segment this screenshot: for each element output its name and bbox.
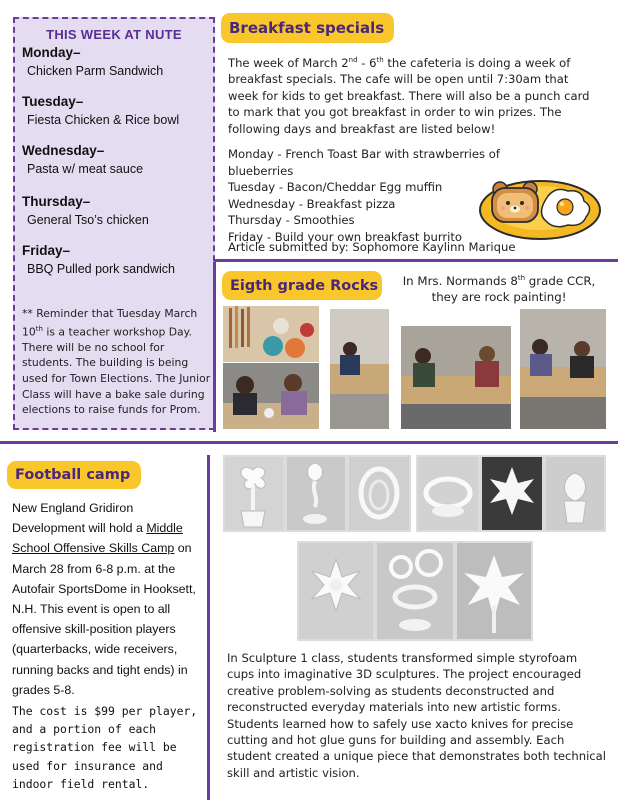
divider-vertical-top — [213, 262, 216, 432]
menu-day-wednesday: Wednesday– Pasta w/ meat sauce — [22, 143, 144, 176]
menu-day-monday: Monday– Chicken Parm Sandwich — [22, 45, 164, 78]
list-item: Thursday - Smoothies — [228, 213, 355, 227]
photo-students-painting — [223, 363, 319, 429]
photo-panel-sculptures-3 — [297, 541, 533, 641]
workshop-reminder: ** Reminder that Tuesday March 10th is a teacher workshop Day. There will be no school for students. The building is being used for Town Elections. The Junior Class will have a bake sale during elections to raise funds for Prom. — [22, 307, 211, 417]
menu-day-tuesday: Tuesday– Fiesta Chicken & Rice bowl — [22, 94, 180, 127]
divider-middle — [0, 441, 618, 444]
breakfast-heading: Breakfast specials — [221, 13, 394, 43]
eighth-grade-heading: Eigth grade Rocks — [222, 271, 382, 300]
day-name: Tuesday — [22, 94, 76, 109]
list-item: Wednesday - Breakfast pizza — [228, 196, 396, 211]
list-item: Friday - Build your own breakfast burrito — [228, 229, 463, 244]
day-name: Monday — [22, 45, 74, 60]
photo-panel-sculptures-1 — [223, 455, 411, 532]
football-heading: Football camp — [7, 461, 141, 489]
football-article: New England Gridiron Development will hold a Middle School Offensive Skills Camp on March 28 from 6-8 p.m. at the Autofair SportsDome in Hooksett, N.H. This event is open to all offensive skill-position players (quarterbacks, wide receivers, running backs and tight ends) in grades 5-8. — [12, 501, 196, 697]
day-name: Wednesday — [22, 143, 97, 158]
divider-breakfast-eighth — [214, 259, 618, 262]
sculpture-images — [416, 455, 606, 532]
photo-students-table — [520, 309, 606, 429]
day-meal: Fiesta Chicken & Rice bowl — [27, 113, 180, 127]
photo-classroom-table — [330, 309, 389, 429]
eighth-grade-caption: In Mrs. Normands 8th grade CCR, they are rock painting! — [402, 273, 596, 305]
list-item: Monday - French Toast Bar with strawberries of blueberries — [228, 147, 500, 178]
day-meal: Chicken Parm Sandwich — [27, 64, 164, 78]
day-name: Thursday — [22, 194, 83, 209]
football-cost: The cost is $99 per player, and a portion of each registration fee will be used for insurance and indoor field rental. — [12, 704, 198, 791]
day-meal: General Tso’s chicken — [27, 213, 149, 227]
week-title: THIS WEEK AT NUTE — [46, 27, 182, 42]
breakfast-plate-illustration — [478, 172, 603, 242]
photo-paint-supplies — [223, 306, 319, 362]
week-menu-box — [13, 17, 215, 430]
photo-group-painting — [401, 326, 511, 429]
sculpture-images — [223, 455, 411, 532]
day-name: Friday — [22, 243, 63, 258]
divider-vertical-bottom — [207, 455, 210, 800]
sculpture-article: In Sculpture 1 class, students transformed simple styrofoam cups into imaginative 3D sculptures. The project encouraged creative problem-solving as students deconstructed and reconstructed everyday materials into new artistic forms. Students learned how to safely use xacto knives for precise cutting and hot glue guns for building and assembly. Each student created a unique piece that demonstrates both technical skill and artistic vision. — [227, 651, 607, 780]
day-meal: Pasta w/ meat sauce — [27, 162, 144, 176]
menu-day-thursday: Thursday– General Tso’s chicken — [22, 194, 149, 227]
day-meal: BBQ Pulled pork sandwich — [27, 262, 175, 276]
breakfast-article: The week of March 2nd - 6th the cafeteria is doing a week of breakfast specials. The cafe will be open until 7:30am that week for kids to get breakfast. There will also be a punch card to mark that you got breakfast in order to win prizes. The following days and breakfast are listed below! — [228, 55, 590, 136]
sculpture-images — [297, 541, 533, 641]
list-item: Tuesday - Bacon/Cheddar Egg muffin — [228, 180, 443, 194]
skills-camp-link[interactable]: Middle School Offensive Skills Camp — [12, 521, 183, 556]
breakfast-credit: Article submitted by: Sophomore Kaylinn Marique — [228, 240, 516, 254]
menu-day-friday: Friday– BBQ Pulled pork sandwich — [22, 243, 175, 276]
photo-panel-sculptures-2 — [416, 455, 606, 532]
